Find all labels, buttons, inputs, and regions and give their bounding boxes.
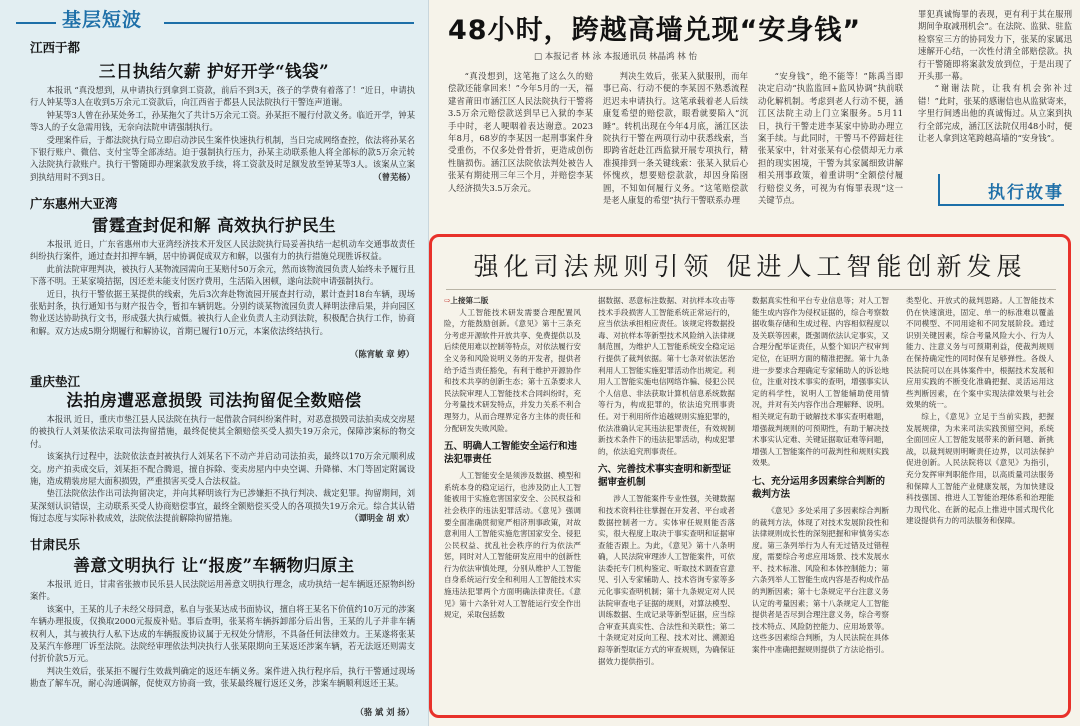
- story-region: 江西于都: [30, 40, 81, 55]
- briefs-column: [0, 0, 429, 726]
- column-tag-label: 执行故事: [984, 178, 1068, 203]
- article-paragraph: 《意见》多处采用了多因素综合判断的裁判方法，体现了对技术发展阶段性和法律规则成长性的深刻把握和审慎务实态度。第三条列举行为人有无过错及过错程度，需要综合考虑应用场景、技术发展水平、技术标准、风险和本体控制能力；第六条列举人工智能生成内容是否构成作品的判断因素；第十七条规定平台注意义务认定的考量因素；第十八条规定人工智能提供者是否尽到合理注意义务，综合考察技术特点、风险防控能力、应用场景等。这些多因素综合判断，为人民法院在具体案件中准确把握规则提供了方法论指引。: [752, 505, 889, 655]
- feature-paragraph: “安身钱”，绝不能等！”陈禹当即决定启动“执监监回+监风协调”执前联动化解机制。考虑到老人行动不便，涵江区法院主动上门立案服务。5月11日，执行干警走进李某家中协助办理立案手续。与此同时，干警马不停蹄赶往张某家中，针对张某有心偿债却无力承担的现实困境，干警为其家属细致讲解相关刑事政策，着重讲明“全额偿付履行赔偿义务，可视为有悔罪表现”这一关键节点。: [758, 71, 903, 206]
- story-region: 广东惠州大亚湾: [30, 196, 118, 211]
- story-region: 重庆垫江: [30, 374, 81, 389]
- article-title: 强化司法规则引领 促进人工智能创新发展: [473, 252, 1027, 281]
- story-region: 甘肃民乐: [30, 537, 81, 552]
- article-paragraph: 数据真实性和平台专业信息等；对人工智能生成内容作为侵权证据的，综合考察数据收集存储和生成过程、内容相似程度以及关联等因素，既强调依法认定事实，又合理分配举证责任，从整个知识产权审判定位，在证明方面的精准把握。第十九条进一步要求合理确定专家辅助人的诉讼地位，注重对技术事实的查明，增强事实认定的科学性，说明人工智能辅助使用情况，并对有关内容作出合理解释、说明。相关规定有助于破解技术事实查明难题，增强裁判规则的可预期性，有助于解决技术事实认定难、关键证据取证难等问题，增强人工智能案件的可裁判性和规则实践效果。: [752, 296, 889, 468]
- section-banner: [62, 6, 142, 30]
- article-paragraph: 综上，《意见》立足于当前实践，把握发展规律，为未来司法实践预留空间，系统全面回应人工智能发展带来的新问题、新挑战，以裁判规则明晰责任边界，以司法保护促进创新。人民法院将以《意见》为指引，充分发挥审判职能作用，以高质量司法服务和保障人工智能产业健康发展，为加快建设科技强国、推进人工智能治理体系和治理能力现代化、在新的起点上推进中国式现代化建设提供有力的司法服务和保障。: [906, 411, 1054, 526]
- article-column: [906, 295, 1054, 713]
- byline-box-icon: □: [534, 52, 545, 62]
- story-paragraph: 判决生效后，张某拒不履行生效裁判确定的返还车辆义务。案件进入执行程序后，执行干警通过现场勘查了解车况，耐心沟通调解，促使双方协商一致，张某最终履行返还义务，涉案车辆顺利返还王某。: [30, 665, 415, 689]
- story-paragraph: 该案执行过程中，法院依法查封被执行人刘某名下不动产并启动司法拍卖，最终以170万余元顺利成交。房产拍卖成交后，刘某拒不配合腾退，擅自拆除、变卖房屋内中央空调、升降梯、木门等固定附属设施，造成精装房屋大面积损毁，严重损害买受人合法权益。: [30, 451, 415, 487]
- story-paragraph: 本报讯 “真没想到，从申请执行到拿到工资款，前后不到3天，孩子的学费有着落了！”近日，申请执行人钟某等3人在收到5万余元工资款后，向江西省于都县人民法院执行干警连声道谢。: [30, 85, 415, 108]
- story-headline: 善意文明执行 让“报废”车辆物归原主: [73, 556, 355, 575]
- story-headline: 法拍房遭恶意损毁 司法拘留促全数赔偿: [66, 391, 362, 410]
- story-paragraph: 该案中，王某的儿子未经父母同意，私自与张某达成书面协议，擅自将王某名下价值约10万元的涉案车辆办理报废，仅换取2000元报废补贴。事后查明，张某将车辆拆卸部分后出售，王某的儿子并非车辆权利人，其与被执行人私下达成的车辆报废协议属于无权处分情形，不具备任何法律效力。王某遂将张某及某汽车修理厂诉至法院。法院经审理依法判决执行人张某限期向王某返还涉案车辆，若无法返还则需支付折价款5万元。: [30, 603, 415, 664]
- article-paragraph: 人工智能安全是须涉及数据、模型和系统本身的稳定运行，也涉及防止人工智能被用于实施危害国家安全、公民权益和社会秩序的违法犯罪活动。《意见》强调要全面准确贯彻宽严相济刑事政策，对故意利用人工智能实施危害国家安全、侵犯公民权益、扰乱社会秩序的行为依法严惩，同时对人工智能研发应用中的创新性行为依法审慎处理，分别从维护人工智能自身系统运行安全和利用人工智能技术实施违法犯罪两个方面明确法律责任。《意见》第十六条针对人工智能运行安全作出规定，采取包括数: [444, 471, 581, 620]
- banner-rule-left: [16, 22, 56, 24]
- article-paragraph: 涉人工智能案件专业性强，关键数据和技术资料往往掌握在开发者、平台或者数据控制者一方。实体审任规则能否落实，很大程度上取决于事实查明和证据审查能否跟上。为此，《意见》第十八条明确，人民法院审理涉人工智能案件，可依法委托专门机构鉴定、听取技术调查官意见、引入专家辅助人、技术咨询专家等多元化事实查明机制；第十九条规定对人民法院审查电子证据的规则，对算法模型、训练数据、生成记录等新型证据，应当综合审查其真实性、合法性和关联性；第二十条规定对反向工程、技术对比、溯源追踪等新型取证方式的审查规则，为确保证据效力提供指引。: [598, 494, 735, 666]
- story-paragraph: 钟某等3人曾在孙某处务工，孙某拖欠了共计5万余元工资。孙某拒不履行付款义务。临近开学，钟某等3人的子女急需用钱，无奈向法院申请强制执行。: [30, 109, 415, 133]
- feature-paragraph: 判决生效后，张某入狱服刑，而年事已高、行动不便的李某因不熟悉流程迟迟未申请执行。这笔承载着老人后续康复希望的赔偿款，眼看就要陷入“沉睡”。转机出现在今年4月底，涵江区法院执行干警在两项行动中获悉线索，当即跨省赶赴江西监狱开展专项执行，精准摸排到一条关键线索：张某入狱后心怀愧疚，想要赔偿款款，却因身陷囹圄，不知如何履行义务。“这笔赔偿款是老人康复的希望”执行干警联系办理: [603, 71, 748, 206]
- story-byline: （谭明金 胡 欢）: [350, 513, 414, 523]
- feature-column: [448, 70, 593, 226]
- story-byline: （骆 斌 刘 扬）: [355, 707, 414, 717]
- article-column: [598, 295, 735, 713]
- arrow-right-icon: ⇨: [444, 296, 451, 305]
- article-subhead: 六、完善技术事实查明和新型证据审查机制: [598, 464, 732, 489]
- story-byline: （陈宵敏 章 婷）: [350, 349, 414, 359]
- story-paragraph: 本报讯 近日，重庆市垫江县人民法院在执行一起借款合同纠纷案件时，对恶意损毁司法拍卖成交房屋的被执行人刘某依法采取司法拘留措施，最终促使其全额赔偿买受人损失19万余元，保障涉案标的物交付。: [30, 414, 415, 449]
- article-subhead: 七、充分运用多因素综合判断的裁判方法: [752, 475, 886, 500]
- feature-paragraph: “真没想到，这笔拖了这么久的赔偿款还能拿回来！”今年5月的一天，福建省莆田市涵江区人民法院执行干警将3.5万余元赔偿款送到早已入狱的李某手中时，老人哽咽着表达谢意。2023年8月，68岁的李某因一起刑事案件身受重伤，不仅多处骨骨折，更造成创伤性脑损伤。涵江区法院依法判处被告人张某有期徒刑三年三个月，并赔偿李某人经济损失3.5万余元。: [448, 71, 593, 193]
- feature-byline: [534, 50, 697, 62]
- title-rule: [446, 289, 1056, 290]
- section-banner-title: 基层短波: [62, 8, 143, 31]
- article-subhead: 五、明确人工智能安全运行和违法犯罪责任: [444, 441, 578, 466]
- story-paragraph: 近日，执行干警依据王某提供的线索，先后3次奔赴物流园开展查封行动，累计查封18台车辆，现场张贴封条，执行通知书与财产报告令，暂扣车辆钥匙。分别约谈某物流园负责人释明法律后果，并向园区物业送达协助执行文书，形成强大执行威慑。被执行人企业负责人主动到法院，积极配合执行工作，协商和解。双方达成5期分期履行和解协议，首期已履行10万元，本案依法终结执行。: [30, 288, 415, 336]
- story-paragraph: 本报讯 近日，广东省惠州市大亚湾经济技术开发区人民法院执行局妥善执结一起机动车交通事故责任纠纷执行案件，通过查封扣押车辆，居中协调促成双方和解，以强有力的执行措施兑现胜诉权益。: [30, 239, 415, 262]
- feature-column: [603, 70, 748, 226]
- feature-title: 48小时，跨越高墙兑现“安身钱”: [448, 15, 862, 46]
- story-paragraph: 本报讯 近日，甘肃省张掖市民乐县人民法院运用善意文明执行理念，成功执结一起车辆返还原物纠纷案件。: [30, 579, 415, 602]
- feature-column: [918, 8, 1072, 172]
- feature-paragraph: 罪犯真诚悔罪的表现，更有利于其在服刑期间争取减刑机会”。在法院、监狱、驻监检察室三方的协同发力下，张某的家属迅速解开心结，一次性付清全部赔偿款。执行干警随即将案款发放到位，于是出现了开头那一幕。: [918, 9, 1072, 82]
- story-paragraph: 此前法院审理判决，被执行人某物流园需向王某赔付50万余元，然而该物流园负责人始终未予履行且下落不明。王某家境拮据，因还差未能支付医疗费用，生活陷入困顿，遂向法院申请强制执行。: [30, 263, 415, 287]
- story-body: [30, 413, 415, 523]
- story-headline: 三日执结欠薪 护好开学“钱袋”: [98, 62, 330, 81]
- story-body: [30, 238, 415, 360]
- article-paragraph: 类型化、开放式的裁判思路。人工智能技术仍在快速演进，固定、单一的标准难以覆盖不同模型、不同用途和不同发展阶段。通过识别关键因素，综合考量风险大小、行为人能力、注意义务与可预期利益，使裁判规则在保持确定性的同时保有足够弹性。各级人民法院可以在具体案件中，根据技术发展和应用实践的不断变化准确把握、灵活运用这些判断因素，在个案中实现法律效果与社会效果的统一。: [906, 296, 1054, 410]
- story-headline: 雷霆查封促和解 高效执行护民生: [91, 216, 337, 235]
- feature-paragraph: “谢谢法院，让我有机会弥补过错！”此时，张某的感谢信也从监狱寄来，字里行间透出他的真诚悔过。从立案到执行全部完成，涵江区法院仅用48小时，便让老人拿到这笔跨越高墙的“安身钱”。: [918, 83, 1072, 144]
- story-paragraph: 垫江法院依法作出司法拘留决定，并向其释明该行为已涉嫌拒不执行判决、裁定犯罪。拘留期间，刘某深刻认识错误，主动联系买受人协商赔偿事宜，最终全额赔偿买受人的各项损失19万余元。综合其认错悔过态度与实际补救成效，法院依法提前解除拘留措施。: [30, 488, 415, 524]
- feature-author: 本报记者 林 泳 本报通讯员 林晶鸿 林 怡: [544, 52, 697, 62]
- story-body: [30, 578, 415, 702]
- feature-column: [758, 70, 903, 226]
- article-column: [752, 295, 889, 713]
- continued-marker: [444, 295, 581, 307]
- article-column: [444, 295, 581, 713]
- banner-rule-right: [164, 22, 414, 24]
- continued-label: 上接第二版: [450, 296, 489, 305]
- story-paragraph: 受理案件后，于都法院执行局立即启动涉民生案件快速执行机制，当日完成网络查控，依法将孙某名下银行账户、微信、支付宝等全部冻结。迫于强制执行压力，孙某主动联系他人将全部标的款5万余元转入法院执行款账户。执行干警随即办理案款发放手续，将工资款及时足额发放至钟某等3人。该案从立案到执结用时不到3日。: [30, 134, 415, 182]
- column-tag: [938, 174, 1064, 206]
- article-paragraph: 人工智能技术研发需要合理配置风险，方能鼓励创新。《意见》第十三条充分考虑开源软件开放共享、免费提供以及后续使用难以控制等特点，对依法履行安全义务和风险说明义务的开发者，提供者给予适当责任豁免，有利于维护开源协作和技术共享的创新生态；第十五条要求人民法院审理人工智能技术合同纠纷时，充分考量技术研发特点，并发力关系不利合理努力，从而合理界定各方主体的责任和分配研发失败风险。: [444, 307, 581, 433]
- feature-article: [440, 0, 915, 232]
- article-paragraph: 据数据、恶意标注数据、对抗样本攻击等技术手段损害人工智能系统正常运行的，应当依法承担相应责任。该规定将数据投毒、对抗样本等新型技术风险纳入法律规制范围，为维护人工智能系统安全稳定运行提供了裁判依据。第十七条对依法惩治利用人工智能实施犯罪活动作出规定。利用人工智能实施电信网络诈骗、侵犯公民个人信息、非法获取计算机信息系统数据等行为，构成犯罪的，依法追究刑事责任。对于利用所作追越规则实施犯罪的，依法准确认定其违法犯罪责任，有效规制新技术条件下的违法犯罪活动，构成犯罪的，依法追究刑事责任。: [598, 296, 735, 456]
- story-byline: （曾芜杨）: [373, 171, 415, 182]
- story-body: [30, 84, 415, 183]
- highlighted-article: [429, 234, 1071, 718]
